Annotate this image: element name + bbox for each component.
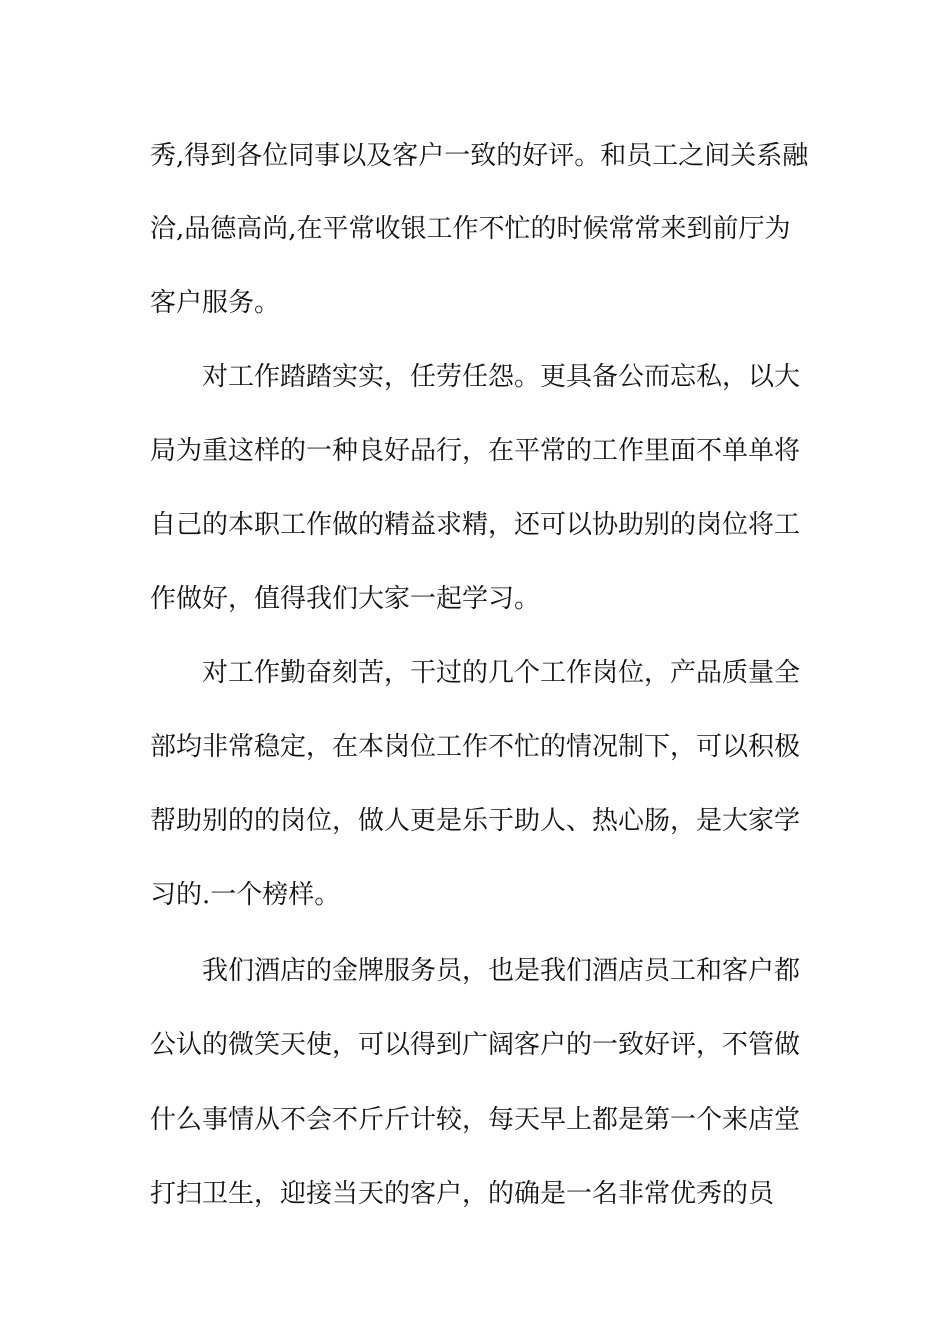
text-line-9: 部均非常稳定，在本岗位工作不忙的情况制下，可以积极 — [150, 732, 801, 762]
text-line-15: 打扫卫生，迎接当天的客户，的确是一名非常优秀的员 — [150, 1179, 775, 1209]
paragraph-2-first-line: 对工作踏踏实实，任劳任怨。更具备公而忘私，以大 — [202, 362, 801, 392]
paragraph-3-first-line: 对工作勤奋刻苦，干过的几个工作岗位，产品质量全 — [202, 658, 801, 688]
text-line-6: 自己的本职工作做的精益求精，还可以协助别的岗位将工 — [150, 510, 801, 540]
paragraph-4-first-line: 我们酒店的金牌服务员，也是我们酒店员工和客户都 — [202, 956, 801, 986]
text-line-10: 帮助别的的岗位，做人更是乐于助人、热心肠，是大家学 — [150, 806, 801, 836]
text-line-13: 公认的微笑天使，可以得到广阔客户的一致好评，不管做 — [150, 1030, 801, 1060]
text-line-1: 秀,得到各位同事以及客户一致的好评。和员工之间关系融 — [150, 141, 809, 171]
text-line-2: 洽,品德高尚,在平常收银工作不忙的时候常常来到前厅为 — [150, 214, 791, 244]
text-line-11: 习的.一个榜样。 — [150, 880, 341, 910]
text-line-3: 客户服务。 — [150, 288, 281, 318]
text-line-7: 作做好，值得我们大家一起学习。 — [150, 584, 541, 614]
text-line-14: 什么事情从不会不斤斤计较，每天早上都是第一个来店堂 — [150, 1105, 801, 1135]
text-line-5: 局为重这样的一种良好品行，在平常的工作里面不单单将 — [150, 436, 801, 466]
